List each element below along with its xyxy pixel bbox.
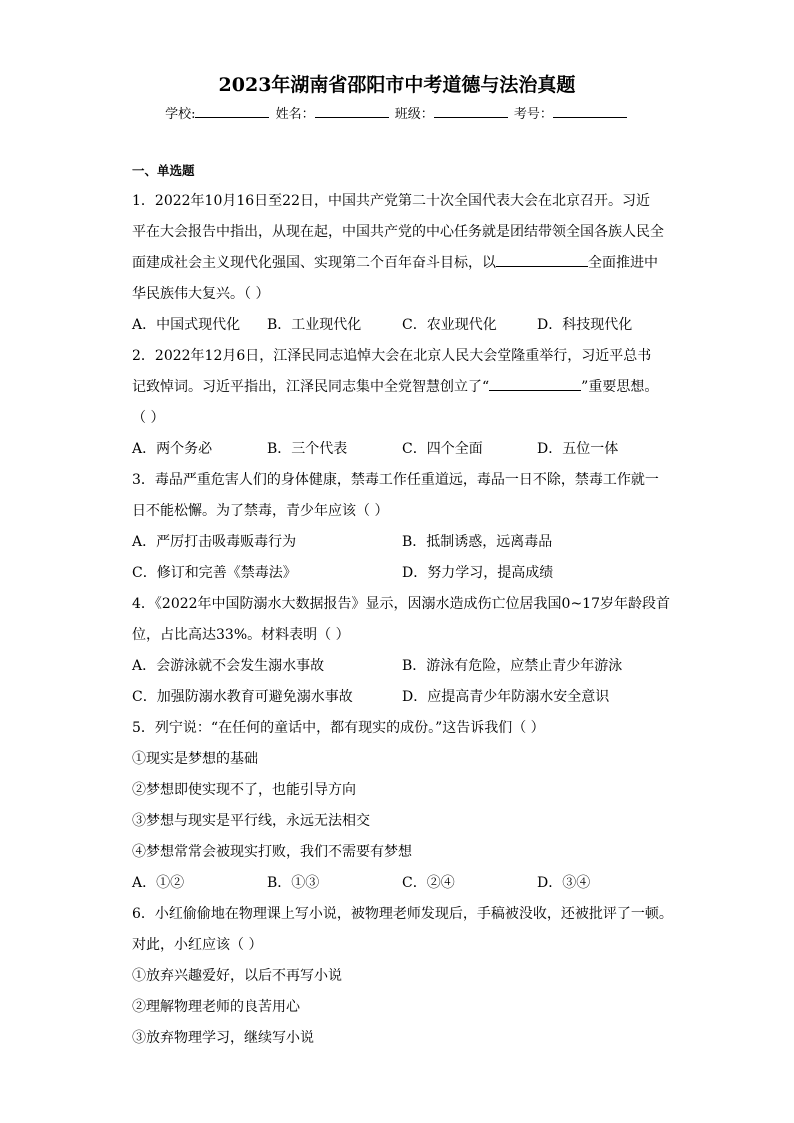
question-line: 5．列宁说：“在任何的童话中，都有现实的成份。”这告诉我们（ ）	[132, 720, 545, 736]
statement-item: ①放弃兴趣爱好，以后不再写小说	[132, 968, 342, 984]
answer-blank	[496, 252, 588, 267]
school-blank	[195, 105, 269, 118]
option-c: C．修订和完善《禁毒法》	[132, 565, 297, 581]
options-row	[132, 682, 672, 713]
options-row	[132, 527, 672, 558]
option-a: A．①②	[132, 875, 185, 891]
question-line: 对此，小红应该（ ）	[132, 937, 263, 953]
option-a: A．严厉打击吸毒贩毒行为	[132, 534, 297, 550]
question-line: 6．小红偷偷地在物理课上写小说，被物理老师发现后，手稿被没收，还被批评了一顿。	[132, 906, 673, 922]
option-c: C．②④	[402, 875, 455, 891]
question-line: 平在大会报告中指出，从现在起，中国共产党的中心任务就是团结带领全国各族人民全	[132, 224, 664, 240]
statement-item: ②梦想即使实现不了，也能引导方向	[132, 782, 356, 798]
option-d: D．科技现代化	[537, 317, 633, 333]
option-c: C．四个全面	[402, 441, 483, 457]
school-label: 学校:	[165, 107, 196, 122]
exam-no-label: 考号：	[513, 107, 553, 122]
option-b: B．三个代表	[267, 441, 348, 457]
answer-blank	[489, 376, 581, 391]
option-a: A．两个务必	[132, 441, 213, 457]
statement-item: ③放弃物理学习，继续写小说	[132, 1030, 314, 1046]
question-text: 记致悼词。习近平指出，江泽民同志集中全党智慧创立了“	[132, 379, 490, 395]
page-title: 2023年湖南省邵阳市中考道德与法治真题	[218, 74, 576, 96]
question-line: 华民族伟大复兴。（ ）	[132, 286, 270, 302]
question-text: 面建成社会主义现代化强国、实现第二个百年奋斗目标，以	[132, 255, 496, 271]
option-a: A．中国式现代化	[132, 317, 241, 333]
options-row	[132, 651, 672, 682]
question-text: 全面推进中	[588, 255, 658, 271]
question-line: 3．毒品严重危害人们的身体健康，禁毒工作任重道远，毒品一日不除，禁毒工作就一	[132, 472, 659, 488]
option-d: D．应提高青少年防溺水安全意识	[402, 689, 610, 705]
question-line	[132, 248, 672, 279]
options-row	[132, 434, 672, 465]
option-d: D．③④	[537, 875, 591, 891]
option-a: A．会游泳就不会发生溺水事故	[132, 658, 325, 674]
option-d: D．五位一体	[537, 441, 619, 457]
statement-item: ②理解物理老师的良苦用心	[132, 999, 300, 1015]
question-line: 2．2022年12月6日，江泽民同志追悼大会在北京人民大会堂隆重举行，习近平总书	[132, 348, 652, 364]
question-line	[132, 372, 672, 403]
class-blank	[434, 105, 508, 118]
name-blank	[315, 105, 389, 118]
options-row	[132, 310, 672, 341]
question-line: 位，占比高达33%。材料表明（ ）	[132, 627, 350, 643]
exam-no-blank	[553, 105, 627, 118]
question-line: （ ）	[132, 410, 165, 426]
statement-item: ④梦想常常会被现实打败，我们不需要有梦想	[132, 844, 412, 860]
option-b: B．工业现代化	[267, 317, 362, 333]
option-b: B．①③	[267, 875, 320, 891]
options-row	[132, 558, 672, 589]
section-heading: 一、单选题	[132, 163, 195, 178]
option-c: C．加强防溺水教育可避免溺水事故	[132, 689, 353, 705]
statement-item: ①现实是梦想的基础	[132, 751, 258, 767]
question-line: 4．《2022年中国防溺水大数据报告》显示，因溺水造成伤亡位居我国0~17岁年龄段首	[132, 596, 670, 612]
statement-item: ③梦想与现实是平行线，永远无法相交	[132, 813, 370, 829]
option-b: B．游泳有危险，应禁止青少年游泳	[402, 658, 623, 674]
question-line: 1．2022年10月16日至22日，中国共产党第二十次全国代表大会在北京召开。习近	[132, 193, 650, 209]
name-label: 姓名：	[275, 107, 315, 122]
option-c: C．农业现代化	[402, 317, 497, 333]
question-text: ”重要思想。	[581, 379, 659, 395]
option-b: B．抵制诱惑，远离毒品	[402, 534, 553, 550]
option-d: D．努力学习，提高成绩	[402, 565, 554, 581]
question-line: 日不能松懈。为了禁毒，青少年应该（ ）	[132, 503, 389, 519]
options-row	[132, 868, 672, 899]
student-info-row	[0, 103, 794, 122]
question-list	[132, 162, 672, 1054]
class-label: 班级：	[394, 107, 434, 122]
